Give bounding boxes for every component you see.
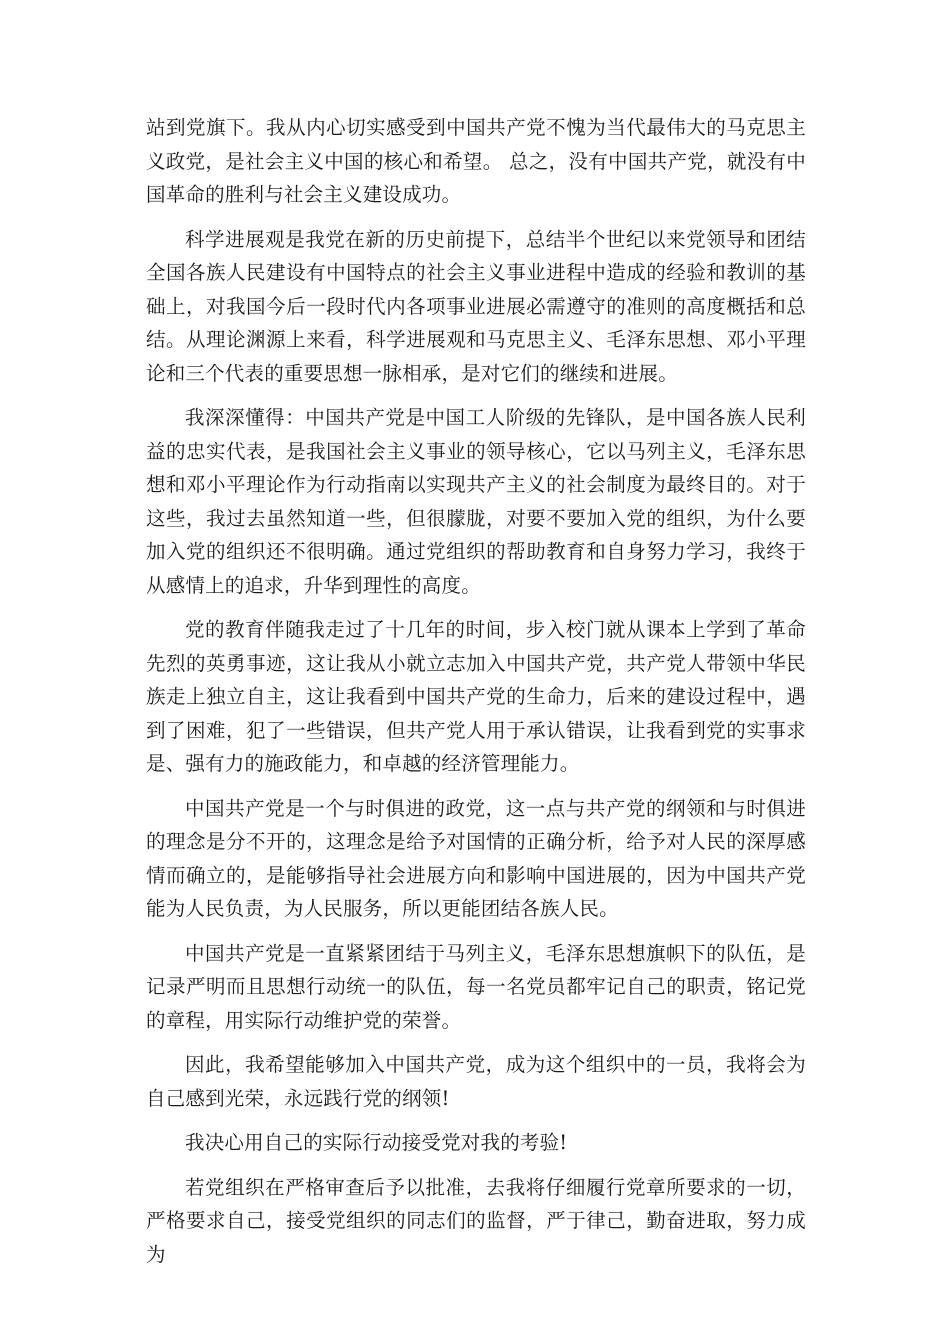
paragraph-1: 站到党旗下。我从内心切实感受到中国共产党不愧为当代最伟大的马克思主义政党，是社会主义中国的核心和希望。 总之，没有中国共产党，就没有中国革命的胜利与社会主义建设成功。 — [146, 116, 806, 206]
paragraph-3: 我深深懂得：中国共产党是中国工人阶级的先锋队，是中国各族人民利益的忠实代表，是我国社会主义事业的领导核心，它以马列主义，毛泽东思想和邓小平理论作为行动指南以实现共产主义的社会制度为最终目的。对于这些，我过去虽然知道一些，但很朦胧，对要不要加入党的组织，为什么要加入党的组织还不很明确。通过党组织的帮助教育和自身努力学习，我终于从感情上的追求，升华到理性的高度。 — [146, 406, 806, 597]
paragraph-4: 党的教育伴随我走过了十几年的时间，步入校门就从课本上学到了革命先烈的英勇事迹，这让我从小就立志加入中国共产党，共产党人带领中华民族走上独立自主，这让我看到中国共产党的生命力，后来的建设过程中，遇到了困难，犯了一些错误，但共产党人用于承认错误，让我看到党的实事求是、强有力的施政能力，和卓越的经济管理能力。 — [146, 618, 806, 775]
paragraph-8: 我决心用自己的实际行动接受党对我的考验! — [185, 1131, 568, 1154]
paragraph-5: 中国共产党是一个与时俱进的政党，这一点与共产党的纲领和与时俱进的理念是分不开的，这理念是给予对国情的正确分析，给予对人民的深厚感情而确立的，是能够指导社会进展方向和影响中国进展的，因为中国共产党能为人民负责，为人民服务，所以更能团结各族人民。 — [146, 796, 806, 920]
paragraph-2: 科学进展观是我党在新的历史前提下，总结半个世纪以来党领导和团结全国各族人民建设有中国特点的社会主义事业进程中造成的经验和教训的基础上，对我国今后一段时代内各项事业进展必需遵守的准则的高度概括和总结。从理论渊源上来看，科学进展观和马克思主义、毛泽东思想、邓小平理论和三个代表的重要思想一脉相承，是对它们的继续和进展。 — [146, 227, 806, 385]
paragraph-7: 因此，我希望能够加入中国共产党，成为这个组织中的一员，我将会为自己感到光荣，永远践行党的纲领! — [146, 1053, 806, 1110]
paragraph-9: 若党组织在严格审查后予以批准，去我将仔细履行党章所要求的一切，严格要求自己，接受党组织的同志们的监督，严于律己，勤奋进取，努力成为 — [146, 1175, 806, 1266]
document-body — [146, 111, 806, 1282]
paragraph-6: 中国共产党是一直紧紧团结于马列主义，毛泽东思想旗帜下的队伍，是记录严明而且思想行动统一的队伍，每一名党员都牢记自己的职责，铭记党的章程，用实际行动维护党的荣誉。 — [146, 941, 806, 1032]
